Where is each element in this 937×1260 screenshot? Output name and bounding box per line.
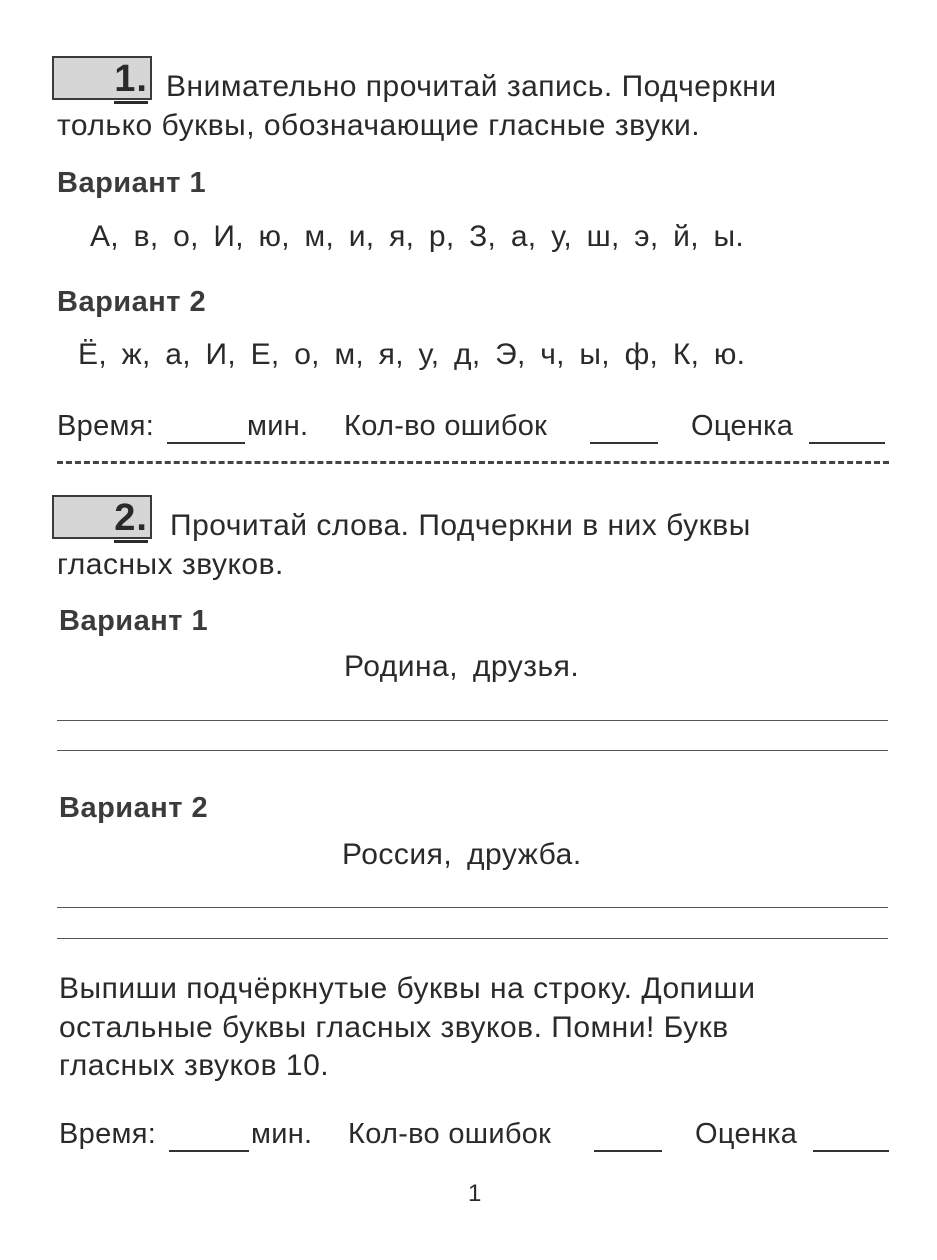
page-number: 1 [468, 1180, 482, 1207]
task1-footer [57, 410, 889, 448]
task2-number: 2. [114, 496, 148, 543]
task2-grade-label: Оценка [695, 1118, 798, 1150]
task1-instruction-line1: Внимательно прочитай запись. Подчеркни [166, 70, 777, 103]
task1-min-label: мин. [247, 410, 309, 442]
task2-footer [59, 1118, 891, 1156]
task1-variant2-label: Вариант 2 [57, 286, 207, 318]
task2-variant2-writing-line-1[interactable] [57, 907, 888, 908]
task2-variant1-writing-line-2[interactable] [57, 750, 888, 751]
task1-errors-label: Кол-во ошибок [344, 410, 548, 442]
task2-grade-blank[interactable] [813, 1124, 889, 1152]
task1-variant2-letters: Ё, ж, а, И, Е, о, м, я, у, д, Э, ч, ы, ф, К, ю. [78, 338, 746, 371]
task2-variant2-words: Россия, дружба. [342, 838, 582, 871]
task1-variant1-letters: А, в, о, И, ю, м, и, я, р, З, а, у, ш, э, й, ы. [90, 220, 744, 253]
task2-extra-instruction-line3: гласных звуков 10. [59, 1049, 330, 1082]
task1-instruction-line2: только буквы, обозначающие гласные звуки. [57, 109, 701, 142]
section-divider [57, 461, 889, 464]
task1-grade-label: Оценка [691, 410, 794, 442]
task1-grade-blank[interactable] [809, 416, 885, 444]
task1-time-blank[interactable] [167, 416, 245, 444]
task2-errors-label: Кол-во ошибок [348, 1118, 552, 1150]
task2-variant2-writing-line-2[interactable] [57, 938, 888, 939]
task2-variant1-writing-line-1[interactable] [57, 720, 888, 721]
task1-time-label: Время: [57, 410, 155, 442]
task1-number-badge [52, 56, 152, 100]
task2-variant1-label: Вариант 1 [59, 605, 209, 637]
task2-variant1-words: Родина, друзья. [344, 650, 580, 683]
task1-number: 1. [114, 57, 148, 104]
task2-instruction-line1: Прочитай слова. Подчеркни в них буквы [170, 509, 751, 542]
task1-variant1-label: Вариант 1 [57, 167, 207, 199]
task1-errors-blank[interactable] [590, 416, 658, 444]
task2-extra-instruction-line1: Выпиши подчёркнутые буквы на строку. Допиши [59, 972, 756, 1005]
task2-instruction-line2: гласных звуков. [57, 548, 284, 581]
task2-time-label: Время: [59, 1118, 157, 1150]
task2-variant2-label: Вариант 2 [59, 792, 209, 824]
task2-extra-instruction-line2: остальные буквы гласных звуков. Помни! Букв [59, 1011, 729, 1044]
task2-number-badge [52, 495, 152, 539]
task2-min-label: мин. [251, 1118, 313, 1150]
task2-time-blank[interactable] [169, 1124, 249, 1152]
task2-errors-blank[interactable] [594, 1124, 662, 1152]
